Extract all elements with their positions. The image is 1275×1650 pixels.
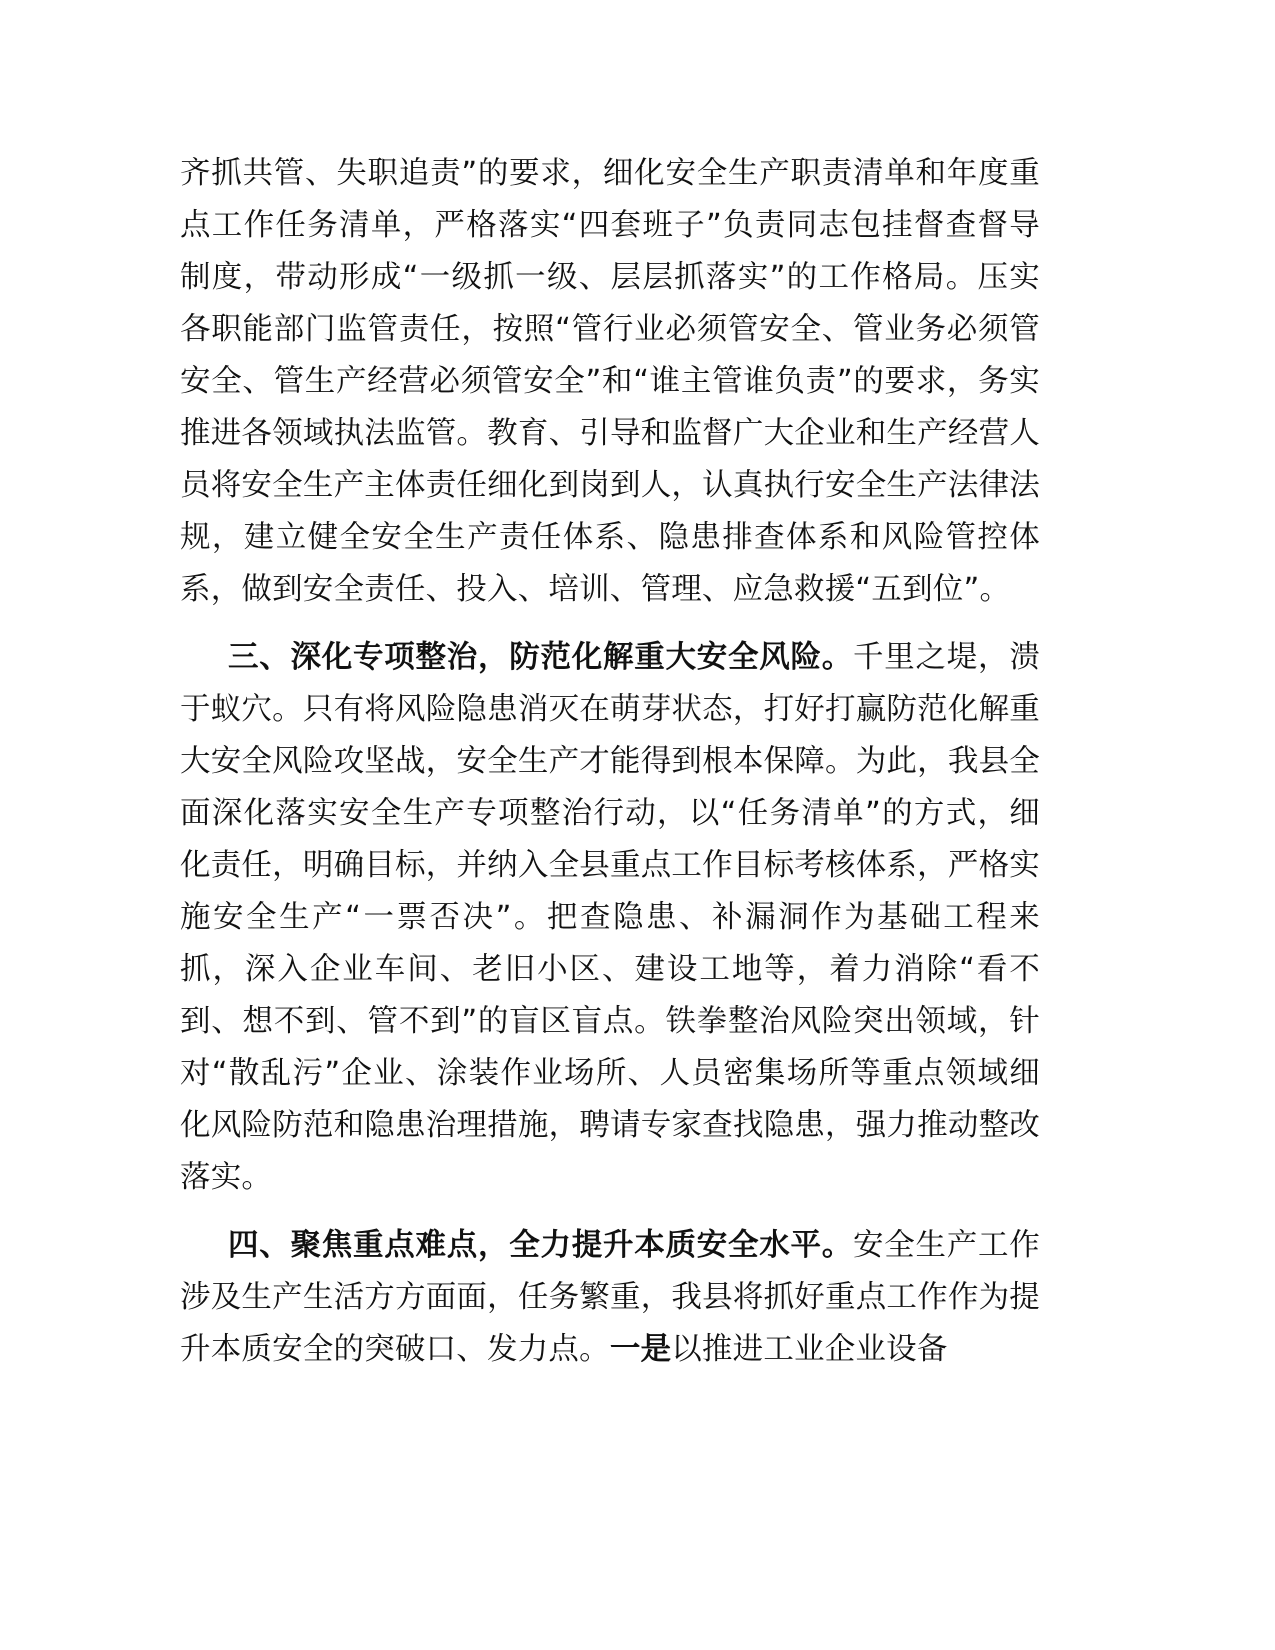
section-3-body: 千里之堤，溃于蚁穴。只有将风险隐患消灭在萌芽状态，打好打赢防范化解重大安全风险攻坚战，安全生产才能得到根本保障。为此，我县全面深化落实安全生产专项整治行动，以“任务清单”的方式，细化责任，明确目标，并纳入全县重点工作目标考核体系，严格实施安全生产“一票否决”。把查隐患、补漏洞作为基础工程来抓，深入企业车间、老旧小区、建设工地等，着力消除“看不到、想不到、管不到”的盲区盲点。铁拳整治风险突出领域，针对“散乱污”企业、涂装作业场所、人员密集场所等重点领域细化风险防范和隐患治理措施，聘请专家查找隐患，强力推动整改落实。 [180, 640, 1041, 1195]
paragraph-1-text: 齐抓共管、失职追责”的要求，细化安全生产职责清单和年度重点工作任务清单，严格落实“四套班子”负责同志包挂督查督导制度，带动形成“一级抓一级、层层抓落实”的工作格局。压实各职能部门监管责任，按照“管行业必须管安全、管业务必须管安全、管生产经营必须管安全”和“谁主管谁负责”的要求，务实推进各领域执法监管。教育、引导和监督广大企业和生产经营人员将安全生产主体责任细化到岗到人，认真执行安全生产法律法规，建立健全安全生产责任体系、隐患排查体系和风险管控体系，做到安全责任、投入、培训、管理、应急救援“五到位”。 [180, 156, 1040, 607]
section-4-tail: 以推进工业企业设备 [671, 1332, 948, 1367]
section-4-heading: 四、聚焦重点难点，全力提升本质安全水平。 [228, 1228, 854, 1263]
section-4-body: 安全生产工作涉及生产生活方方面面，任务繁重，我县将抓好重点工作作为提升本质安全的突破口、发力点。 [180, 1228, 1041, 1367]
section-3-heading: 三、深化专项整治，防范化解重大安全风险。 [228, 640, 854, 675]
paragraph-intrinsic-safety [180, 1220, 1040, 1376]
document-page [180, 148, 1040, 1376]
paragraph-responsibility [180, 148, 1040, 616]
paragraph-special-rectification [180, 632, 1040, 1204]
section-4-emphasis: 一是 [609, 1332, 672, 1367]
